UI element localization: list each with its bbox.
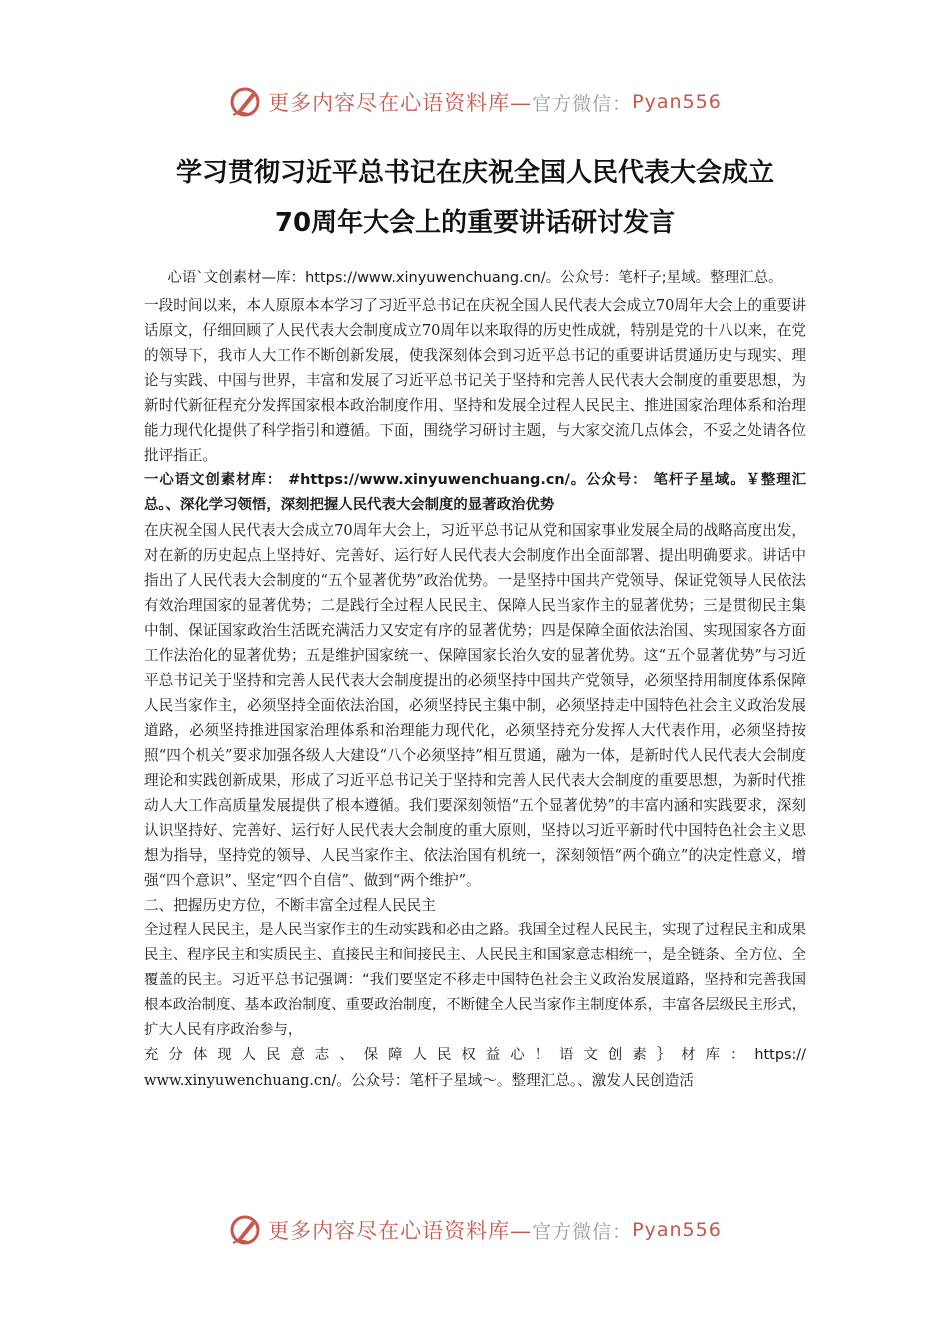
footer-banner-text: 更多内容尽在心语资料库— bbox=[268, 1219, 533, 1243]
section-body-2: 全过程人民民主，是人民当家作主的生动实践和必由之路。我国全过程人民民主，实现了过程民主和成果民主、程序民主和实质民主、直接民主和间接民主、人民民主和国家意志相统一，是全链条、全方位、全覆盖的民主。习近平总书记强调：“我们要坚定不移走中国特色社会主义政治发展道路，坚持和完善我国根本政治制度、基本政治制度、重要政治制度，不断健全人民当家作主制度体系，丰富各层级民主形式，扩大人民有序政治参与， bbox=[144, 922, 806, 1038]
document-title bbox=[0, 148, 950, 248]
banner-text: 更多内容尽在心语资料库— bbox=[268, 91, 533, 115]
header-banner bbox=[0, 82, 950, 122]
banner-handle: Pyan556 bbox=[632, 91, 722, 113]
document-body bbox=[144, 266, 806, 1093]
pen-circle-logo-icon bbox=[228, 85, 262, 119]
footer-banner bbox=[0, 1210, 950, 1250]
section-body-2-spread-line: 充分体现人民意志、保障人民权益心！语文创素｝材库：https:// bbox=[144, 1047, 806, 1063]
title-line-2: 70周年大会上的重要讲话研讨发言 bbox=[274, 208, 676, 238]
intro-paragraph: 一段时间以来，本人原原本本学习了习近平总书记在庆祝全国人民代表大会成立70周年大会上的重要讲话原文，仔细回顾了人民代表大会制度成立70周年以来取得的历史性成就，特别是党的十八以来，在党的领导下，我市人大工作不断创新发展，使我深刻体会到习近平总书记的重要讲话贯通历史与现实、理论与实践、中国与世界，丰富和发展了习近平总书记关于坚持和完善人民代表大会制度的重要思想，为新时代新征程充分发挥国家根本政治制度作用、坚持和发展全过程人民民主、推进国家治理体系和治理能力现代化提供了科学指引和遵循。下面，围绕学习研讨主题，与大家交流几点体会，不妥之处请各位批评指正。 bbox=[144, 297, 806, 464]
banner-wechat-label: 官方微信： bbox=[532, 92, 633, 115]
section-heading-1: 一心语文创素材库： #https://www.xinyuwenchuang.cn/。公众号： 笔杆子星域。￥整理汇总。、深化学习领悟，深刻把握人民代表大会制度的显著政治优势 bbox=[144, 472, 806, 513]
title-line-1: 学习贯彻习近平总书记在庆祝全国人民代表大会成立 bbox=[175, 158, 774, 188]
section-heading-2: 二、把握历史方位，不断丰富全过程人民民主 bbox=[144, 897, 436, 914]
source-note: 心语`文创素材—库：https://www.xinyuwenchuang.cn/。公众号：笔杆子;星域。整理汇总。 bbox=[167, 270, 783, 286]
pen-circle-logo-icon bbox=[228, 1213, 262, 1247]
footer-banner-handle: Pyan556 bbox=[632, 1219, 722, 1241]
section-body-2-tail: www.xinyuwenchuang.cn/。公众号：笔杆子星域～。整理汇总。、激发人民创造活 bbox=[144, 1072, 694, 1089]
section-body-1: 在庆祝全国人民代表大会成立70周年大会上，习近平总书记从党和国家事业发展全局的战略高度出发，对在新的历史起点上坚持好、完善好、运行好人民代表大会制度作出全面部署、提出明确要求。讲话中指出了人民代表大会制度的“五个显著优势”政治优势。一是坚持中国共产党领导、保证党领导人民依法有效治理国家的显著优势；二是践行全过程人民民主、保障人民当家作主的显著优势；三是贯彻民主集中制、保证国家政治生活既充满活力又安定有序的显著优势；四是保障全面依法治国、实现国家各方面工作法治化的显著优势；五是维护国家统一、保障国家长治久安的显著优势。这“五个显著优势”与习近平总书记关于坚持和完善人民代表大会制度提出的必须坚持中国共产党领导，必须坚持用制度体系保障人民当家作主，必须坚持全面依法治国，必须坚持民主集中制，必须坚持走中国特色社会主义政治发展道路，必须坚持推进国家治理体系和治理能力现代化，必须坚持充分发挥人大代表作用，必须坚持按照“四个机关”要求加强各级人大建设“八个必须坚持”相互贯通，融为一体，是新时代人民代表大会制度理论和实践创新成果，形成了习近平总书记关于坚持和完善人民代表大会制度的重要思想，为新时代推动人大工作高质量发展提供了根本遵循。我们要深刻领悟“五个显著优势”的丰富内涵和实践要求，深刻认识坚持好、完善好、运行好人民代表大会制度的重大原则，坚持以习近平新时代中国特色社会主义思想为指导，坚持党的领导、人民当家作主、依法治国有机统一，深刻领悟“两个确立”的决定性意义，增强“四个意识”、坚定“四个自信”、做到“两个维护”。 bbox=[144, 522, 806, 889]
footer-banner-wechat-label: 官方微信： bbox=[532, 1220, 633, 1243]
